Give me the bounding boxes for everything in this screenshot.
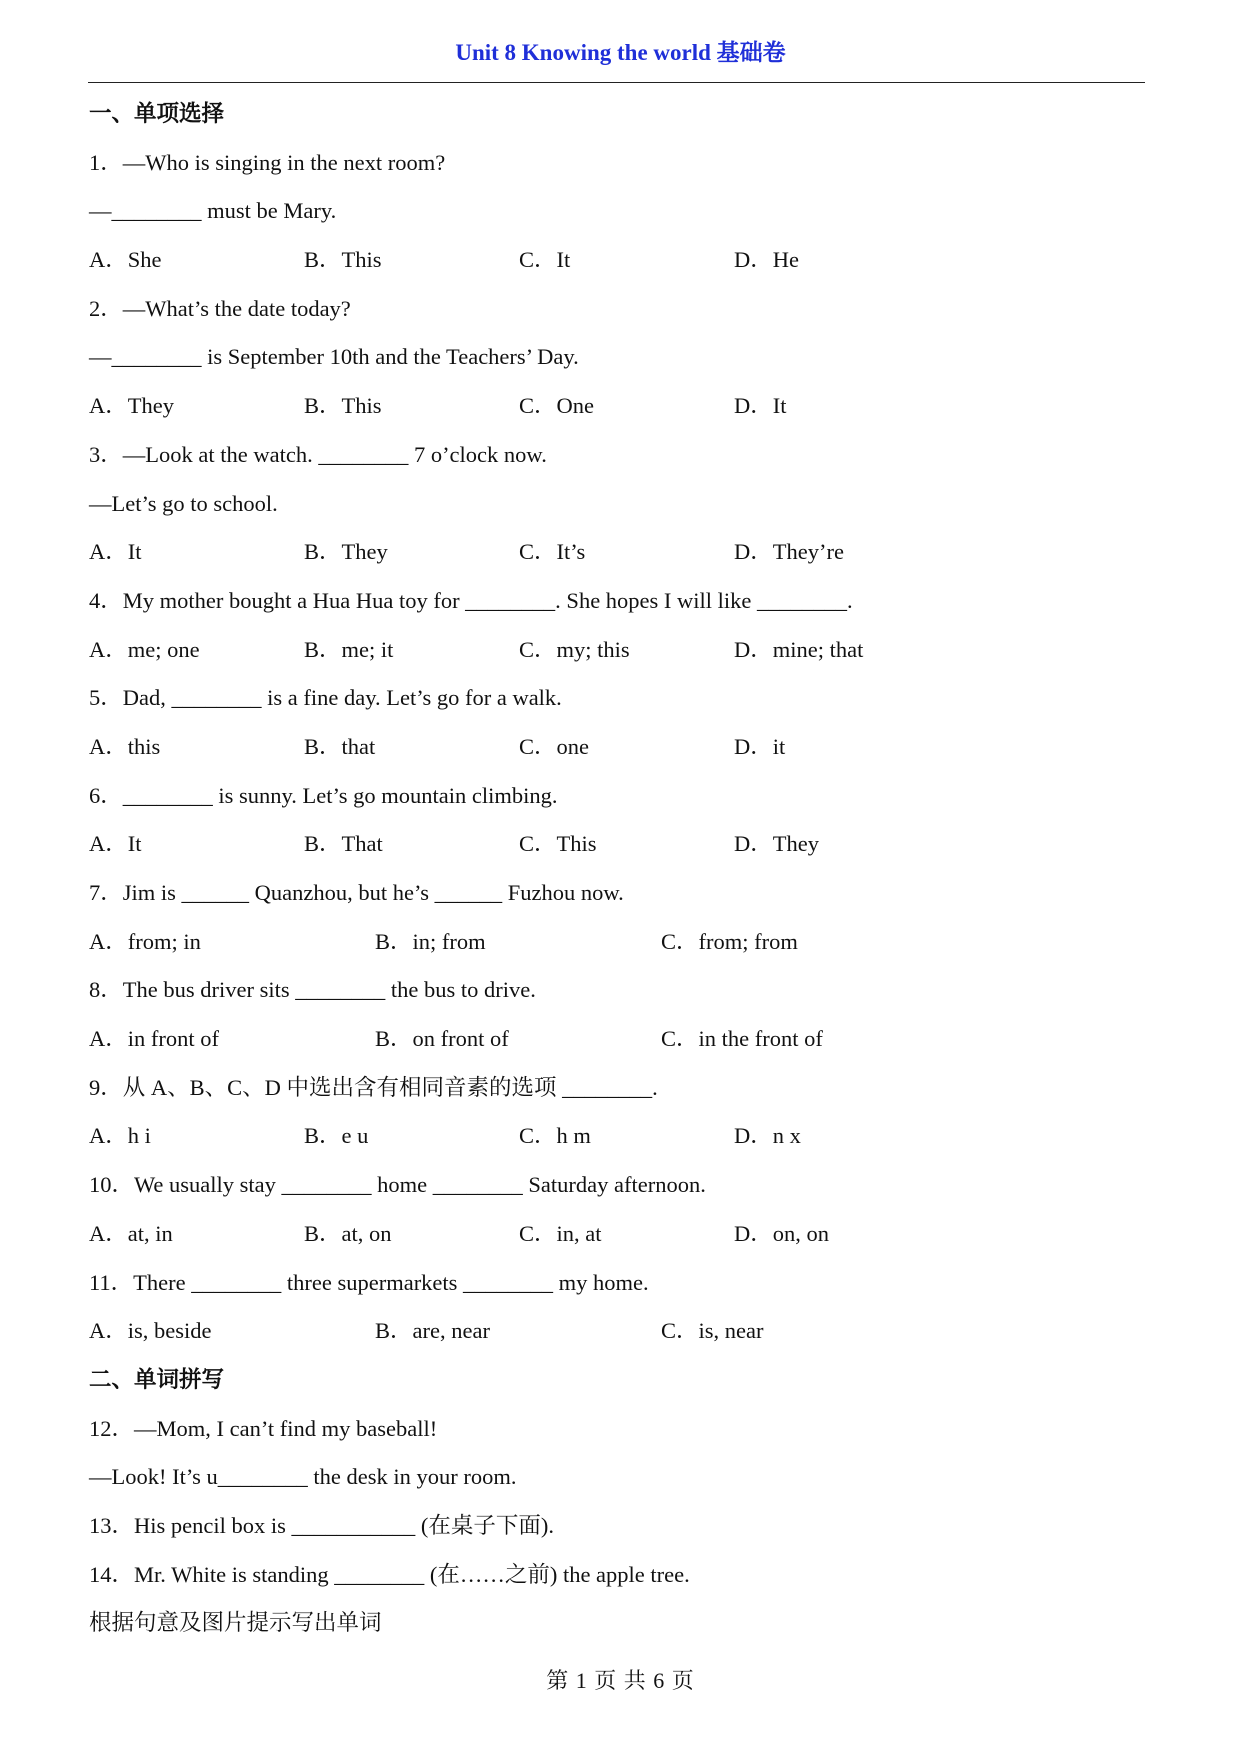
answer-options (89, 918, 1149, 967)
answer-option: B．in; from (375, 928, 486, 954)
answer-option: C．in the front of (661, 1026, 823, 1052)
header-rule (88, 82, 1145, 83)
answer-option: A．in front of (89, 1026, 219, 1052)
answer-option: C．my; this (519, 636, 630, 662)
page-title: Unit 8 Knowing the world 基础卷 (455, 40, 786, 65)
answer-option: D．n x (734, 1123, 801, 1149)
answer-option: B．are, near (375, 1318, 490, 1344)
section-heading: 二、单词拼写 (89, 1366, 225, 1392)
question-text: —Look! It’s u________ the desk in your room. (89, 1464, 517, 1490)
answer-options (89, 820, 1149, 869)
question-text: —________ is September 10th and the Teachers’ Day. (89, 344, 579, 370)
question-text: 11．There ________ three supermarkets ________ my home. (89, 1269, 649, 1295)
answer-option: D．on, on (734, 1220, 829, 1246)
answer-option: B．at, on (304, 1220, 392, 1246)
answer-options (89, 1015, 1149, 1064)
question-text: 8．The bus driver sits ________ the bus to drive. (89, 977, 536, 1003)
answer-options (89, 1307, 1149, 1356)
answer-option: A．from; in (89, 928, 201, 954)
question-text: 根据句意及图片提示写出单词 (89, 1610, 382, 1636)
page-number: 第 1 页 共 6 页 (546, 1668, 695, 1693)
answer-option: B．This (304, 393, 382, 419)
answer-options (89, 382, 1149, 431)
answer-option: C．h m (519, 1123, 591, 1149)
answer-option: A．at, in (89, 1220, 173, 1246)
answer-option: C．is, near (661, 1318, 764, 1344)
answer-option: C．from; from (661, 928, 798, 954)
answer-option: D．They’re (734, 539, 844, 565)
question-text: 6．________ is sunny. Let’s go mountain climbing. (89, 782, 558, 808)
question-text: 9．从 A、B、C、D 中选出含有相同音素的选项 ________. (89, 1074, 658, 1100)
answer-option: A．me; one (89, 636, 200, 662)
answer-option: B．on front of (375, 1026, 509, 1052)
answer-option: A．It (89, 831, 142, 857)
answer-option: B．me; it (304, 636, 394, 662)
question-text: 12．—Mom, I can’t find my baseball! (89, 1415, 438, 1441)
answer-options (89, 1112, 1149, 1161)
answer-option: D．He (734, 247, 799, 273)
answer-option: B．This (304, 247, 382, 273)
answer-options (89, 236, 1149, 285)
answer-option: A．h i (89, 1123, 151, 1149)
answer-option: A．this (89, 733, 161, 759)
answer-option: B．e u (304, 1123, 369, 1149)
answer-option: C．It (519, 247, 571, 273)
answer-options (89, 1210, 1149, 1259)
answer-options (89, 626, 1149, 675)
answer-option: B．that (304, 733, 376, 759)
question-list (89, 90, 1149, 1648)
answer-option: B．That (304, 831, 383, 857)
answer-option: C．One (519, 393, 594, 419)
question-text: —Let’s go to school. (89, 490, 278, 516)
answer-options (89, 528, 1149, 577)
answer-option: C．This (519, 831, 597, 857)
question-text: 1．—Who is singing in the next room? (89, 149, 446, 175)
question-text: 4．My mother bought a Hua Hua toy for ________. She hopes I will like ________. (89, 587, 853, 613)
section-heading: 一、单项选择 (89, 101, 225, 126)
answer-option: A．They (89, 393, 174, 419)
question-text: 5．Dad, ________ is a fine day. Let’s go for a walk. (89, 685, 562, 711)
question-text: —________ must be Mary. (89, 198, 337, 224)
answer-option: A．is, beside (89, 1318, 212, 1344)
question-text: 7．Jim is ______ Quanzhou, but he’s ______ Fuzhou now. (89, 880, 624, 905)
answer-option: D．mine; that (734, 636, 864, 662)
answer-option: D．It (734, 393, 787, 419)
question-text: 2．—What’s the date today? (89, 295, 351, 321)
answer-options (89, 723, 1149, 772)
answer-option: B．They (304, 539, 388, 565)
answer-option: D．They (734, 831, 819, 857)
question-text: 13．His pencil box is ___________ (在桌子下面). (89, 1512, 554, 1538)
answer-option: C．It’s (519, 539, 586, 565)
answer-option: A．It (89, 539, 142, 565)
answer-option: A．She (89, 247, 162, 273)
answer-option: C．one (519, 733, 589, 759)
question-text: 14．Mr. White is standing ________ (在……之前) the apple tree. (89, 1561, 690, 1587)
answer-option: C．in, at (519, 1220, 602, 1246)
answer-option: D．it (734, 733, 786, 759)
question-text: 3．—Look at the watch. ________ 7 o’clock now. (89, 441, 547, 467)
question-text: 10．We usually stay ________ home ________ Saturday afternoon. (89, 1172, 706, 1198)
